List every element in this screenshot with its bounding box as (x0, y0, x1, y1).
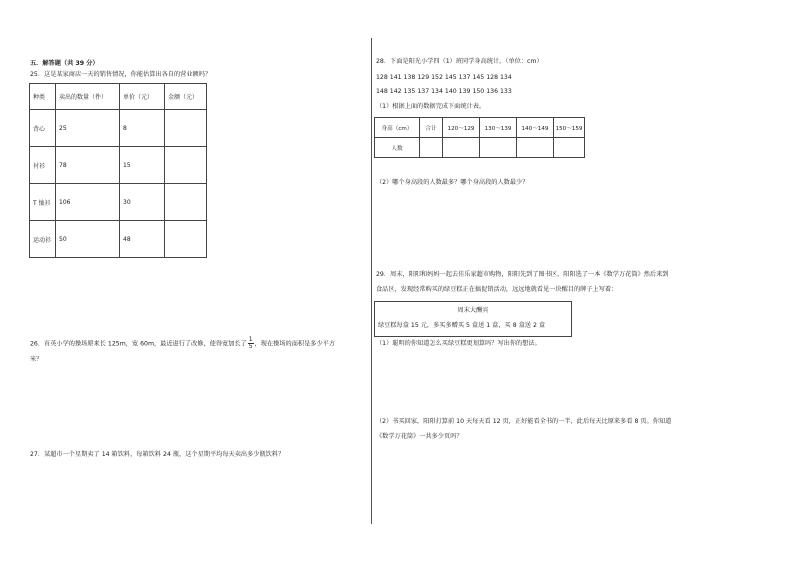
height-data-line-1: 128 141 138 129 152 145 137 145 128 134 (376, 74, 512, 81)
table-row (375, 138, 585, 158)
question-29-sub2-line1: （2）书买回家，阳阳打算前 10 天每天看 12 页，正好能看全书的一半，此后每天比原来多看 8 页。你知道 (376, 418, 672, 425)
table-cell (165, 147, 207, 184)
table-row (30, 221, 207, 258)
table-cell (554, 138, 585, 158)
question-26-line2: 米？ (30, 356, 43, 363)
question-28-prompt: 28．下面是阳光小学四（1）班同学身高统计。（单位：cm） (376, 58, 543, 65)
table-cell: 15 (120, 147, 165, 184)
question-27: 27．某超市一个星期卖了 14 箱饮料，每箱饮料 24 瓶，这个星期平均每天卖出多少瓶饮料？ (30, 451, 285, 458)
table-cell (517, 138, 554, 158)
table-header-cell: 种类 (30, 84, 56, 110)
table-row (30, 110, 207, 147)
promotion-title: 周末大酬宾 (457, 307, 489, 314)
table-header-cell: 合计 (420, 118, 443, 138)
table-cell (443, 138, 480, 158)
promotion-sign (374, 301, 572, 337)
question-29-line1: 29．周末，阳阳和妈妈一起去佳乐家超市购物，阳阳先到了图书区，阳阳选了一本《数学万花筒》然后来到 (376, 271, 669, 278)
table-cell: 50 (56, 221, 120, 258)
table-header-cell: 150～159 (554, 118, 585, 138)
table-header-cell: 单价（元） (120, 84, 165, 110)
table-cell: 背心 (30, 110, 56, 147)
table-cell: 8 (120, 110, 165, 147)
table-row (30, 184, 207, 221)
question-29-sub2-line2: 《数学万花筒》一共多少页吗？ (376, 433, 463, 440)
sales-table (29, 83, 207, 258)
question-26-text: 26．育英小学的操场原来长 125m，宽 60m，最近进行了改修，使得宽加长了 (30, 340, 247, 348)
table-cell (480, 138, 517, 158)
table-cell: 人数 (375, 138, 420, 158)
question-29-line2: 食品区，发现经常购买的绿豆糕正在搞促销活动，远远地就看见一块醒目的牌子上写着： (376, 286, 618, 293)
fraction-numerator: 1 (248, 336, 253, 343)
column-divider (371, 38, 372, 524)
table-header-cell: 120～129 (443, 118, 480, 138)
table-cell: 运动衫 (30, 221, 56, 258)
question-29-sub1: （1）聪明的你知道怎么买绿豆糕更划算吗？写出你的想法。 (376, 340, 541, 347)
table-header-row (375, 118, 585, 138)
table-cell (165, 221, 207, 258)
fraction-denominator: 5 (248, 343, 253, 350)
table-cell (420, 138, 443, 158)
section-title: 五．解答题（共 39 分） (30, 60, 99, 67)
table-header-cell: 身高（cm） (375, 118, 420, 138)
question-26 (30, 337, 335, 350)
question-28-sub1: （1）根据上面的数据完成下面统计表。 (376, 103, 486, 110)
table-cell: 25 (56, 110, 120, 147)
height-statistics-table (374, 117, 585, 158)
table-cell (165, 110, 207, 147)
height-data-line-2: 148 142 135 137 134 140 139 150 136 133 (376, 88, 512, 95)
question-28-sub2: （2）哪个身高段的人数最多？哪个身高段的人数最少？ (376, 179, 529, 186)
table-header-cell: 140～149 (517, 118, 554, 138)
table-cell: 48 (120, 221, 165, 258)
table-cell: 衬衫 (30, 147, 56, 184)
table-header-cell: 130～139 (480, 118, 517, 138)
table-cell (165, 184, 207, 221)
table-cell: T 恤衫 (30, 184, 56, 221)
table-header-cell: 卖出的数量（件） (56, 84, 120, 110)
table-header-row (30, 84, 207, 110)
fraction (248, 337, 254, 350)
table-header-cell: 金额（元） (165, 84, 207, 110)
table-cell: 106 (56, 184, 120, 221)
question-25-prompt: 25．这是某家商店一天的销售情况，你能估算出各自的营业额吗？ (30, 71, 212, 78)
table-row (30, 147, 207, 184)
promotion-text: 绿豆糕每盒 15 元，多买多赠买 5 盒送 1 盒，买 8 盒送 2 盒 (378, 322, 546, 329)
table-cell: 30 (120, 184, 165, 221)
table-cell: 78 (56, 147, 120, 184)
question-26-text-end: ，现在操场的面积是多少平方 (254, 340, 336, 348)
